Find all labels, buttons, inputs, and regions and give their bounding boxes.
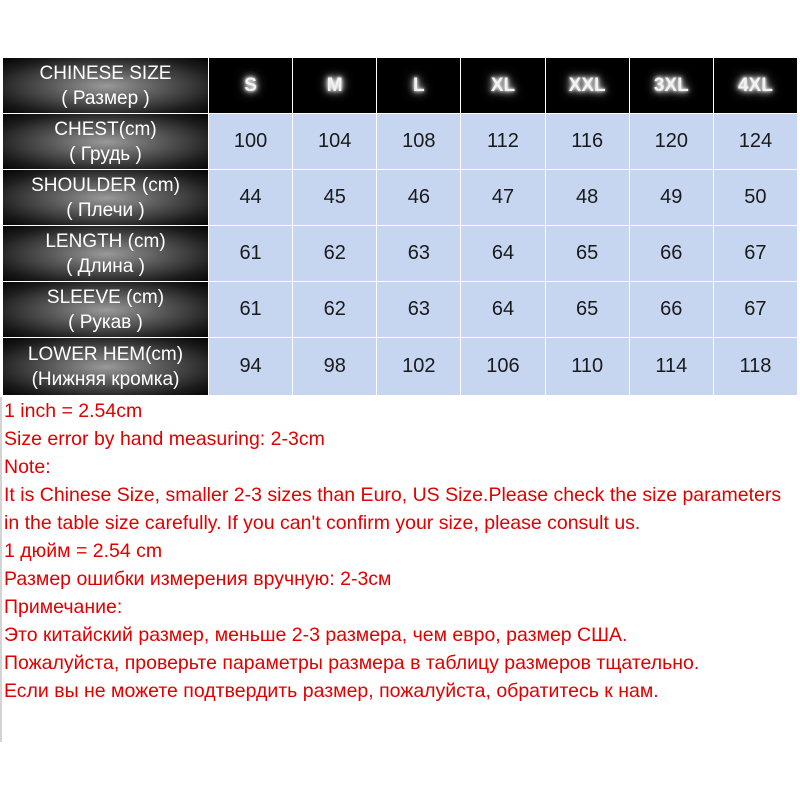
table-cell: 67: [713, 282, 797, 338]
row-label-chest: [3, 114, 209, 170]
table-cell: 47: [461, 170, 545, 226]
table-cell: 102: [377, 338, 461, 396]
size-header-s: S: [209, 58, 293, 114]
table-cell: 49: [629, 170, 713, 226]
table-row-shoulder: [3, 170, 798, 226]
size-table: [2, 57, 798, 396]
row-label-ru: ( Грудь ): [69, 143, 142, 165]
table-cell: 112: [461, 114, 545, 170]
size-header-row: [3, 58, 798, 114]
row-label-en: CHEST(cm): [54, 118, 157, 140]
table-cell: 64: [461, 226, 545, 282]
table-cell: 67: [713, 226, 797, 282]
table-row-length: [3, 226, 798, 282]
row-label-length: [3, 226, 209, 282]
row-label-en: SHOULDER (cm): [31, 174, 180, 196]
row-label-ru: (Нижняя кромка): [31, 368, 180, 390]
note-chinese-size-ru: Это китайский размер, меньше 2-3 размера, чем евро, размер США.: [4, 624, 628, 646]
size-header-3xl: 3XL: [629, 58, 713, 114]
table-cell: 61: [209, 282, 293, 338]
header-label-en: CHINESE SIZE: [39, 62, 172, 84]
note-measuring-error: Size error by hand measuring: 2-3cm: [4, 428, 325, 450]
table-cell: 98: [293, 338, 377, 396]
row-label-ru: ( Плечи ): [66, 199, 145, 221]
note-measuring-error-ru: Размер ошибки измерения вручную: 2-3см: [4, 568, 392, 590]
row-label-lower-hem: [3, 338, 209, 396]
table-row-sleeve: [3, 282, 798, 338]
left-divider: [0, 397, 2, 742]
table-cell: 63: [377, 226, 461, 282]
table-cell: 48: [545, 170, 629, 226]
size-header-l: L: [377, 58, 461, 114]
note-inch-conversion-ru: 1 дюйм = 2.54 cm: [4, 540, 163, 562]
table-cell: 108: [377, 114, 461, 170]
note-heading: Note:: [4, 456, 51, 478]
size-notes: [4, 397, 796, 705]
table-cell: 104: [293, 114, 377, 170]
table-cell: 124: [713, 114, 797, 170]
table-cell: 61: [209, 226, 293, 282]
row-label-en: SLEEVE (cm): [46, 286, 165, 308]
note-check-size-ru: Пожалуйста, проверьте параметры размера в таблицу размеров тщательно.: [4, 652, 700, 674]
table-cell: 114: [629, 338, 713, 396]
table-row-lower-hem: [3, 338, 798, 396]
table-cell: 65: [545, 226, 629, 282]
row-label-en: LOWER HEM(cm): [27, 343, 184, 365]
table-cell: 46: [377, 170, 461, 226]
row-label-ru: ( Длина ): [66, 255, 145, 277]
size-header-m: M: [293, 58, 377, 114]
table-cell: 120: [629, 114, 713, 170]
table-cell: 65: [545, 282, 629, 338]
header-row-label: [3, 58, 209, 114]
note-inch-conversion: 1 inch = 2.54cm: [4, 400, 143, 422]
table-cell: 44: [209, 170, 293, 226]
table-cell: 45: [293, 170, 377, 226]
header-label-ru: ( Размер ): [61, 87, 150, 109]
table-cell: 62: [293, 226, 377, 282]
table-cell: 63: [377, 282, 461, 338]
table-cell: 116: [545, 114, 629, 170]
row-label-en: LENGTH (cm): [45, 230, 166, 252]
size-header-4xl: 4XL: [713, 58, 797, 114]
table-cell: 66: [629, 226, 713, 282]
row-label-sleeve: [3, 282, 209, 338]
table-cell: 100: [209, 114, 293, 170]
size-header-xxl: XXL: [545, 58, 629, 114]
note-chinese-size: It is Chinese Size, smaller 2-3 sizes than Euro, US Size.Please check the size parameters in the table size carefully. If you can't confirm your size, please consult us.: [4, 484, 782, 534]
table-cell: 94: [209, 338, 293, 396]
row-label-ru: ( Рукав ): [68, 311, 143, 333]
note-consult-ru: Если вы не можете подтвердить размер, пожалуйста, обратитесь к нам.: [4, 680, 659, 702]
table-cell: 66: [629, 282, 713, 338]
table-cell: 106: [461, 338, 545, 396]
size-header-xl: XL: [461, 58, 545, 114]
table-row-chest: [3, 114, 798, 170]
note-heading-ru: Примечание:: [4, 596, 123, 618]
table-cell: 62: [293, 282, 377, 338]
table-cell: 118: [713, 338, 797, 396]
table-cell: 110: [545, 338, 629, 396]
table-cell: 64: [461, 282, 545, 338]
row-label-shoulder: [3, 170, 209, 226]
table-cell: 50: [713, 170, 797, 226]
